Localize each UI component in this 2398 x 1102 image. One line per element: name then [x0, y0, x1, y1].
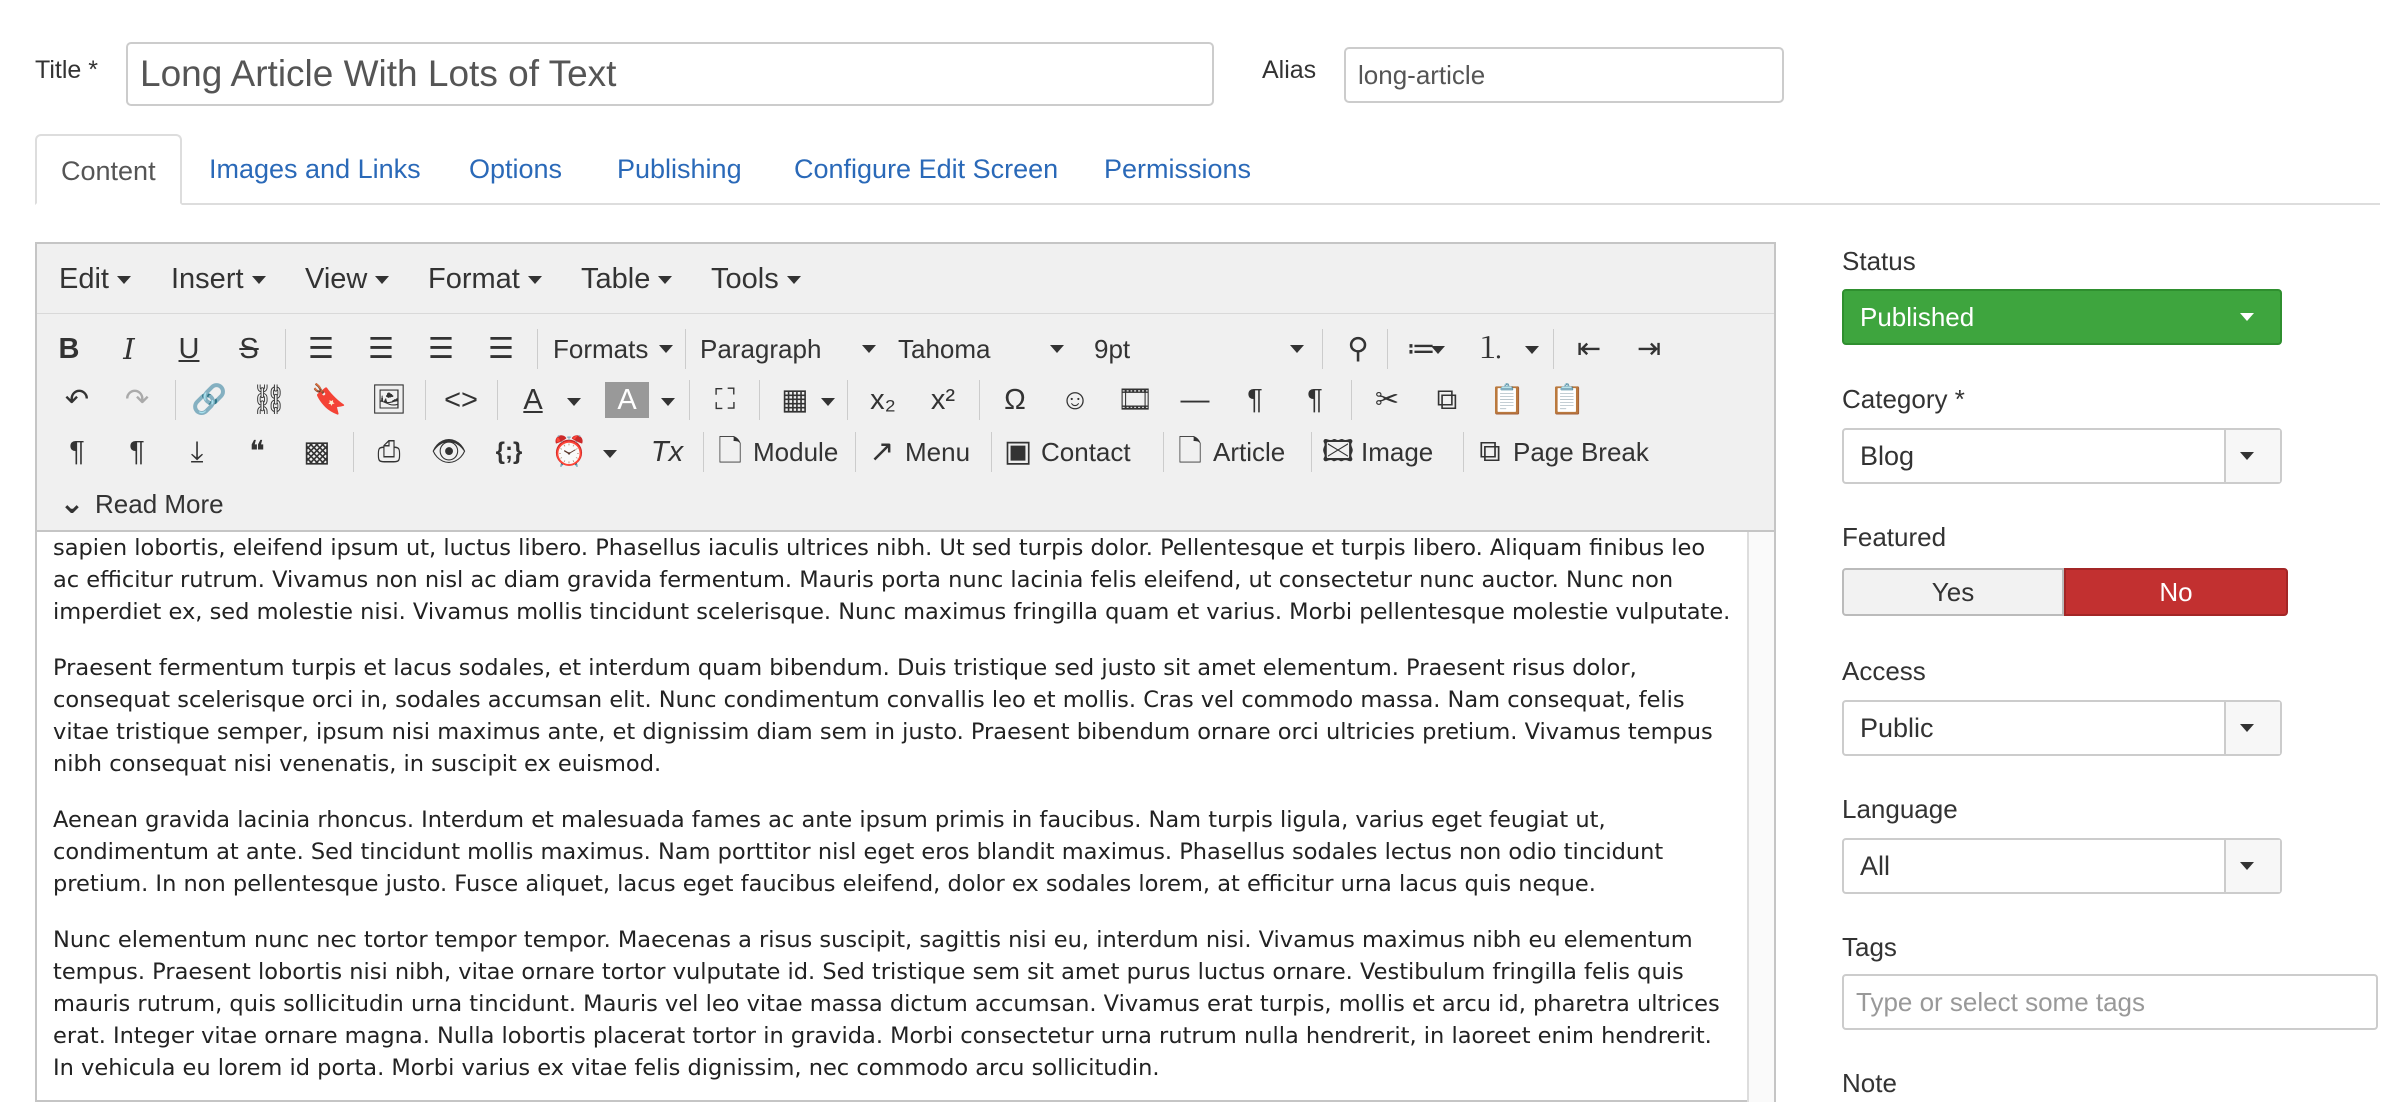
image-icon[interactable]: 🖼 [370, 384, 408, 416]
page-break-button[interactable]: ⧉ Page Break [1473, 430, 1649, 474]
chevron-down-icon [2240, 313, 2254, 321]
tab-images-and-links[interactable]: Images and Links [209, 154, 421, 184]
link-icon[interactable]: 🔗 [190, 384, 228, 416]
language-label: Language [1842, 794, 1958, 824]
media-icon[interactable]: 🎞 [1116, 384, 1154, 416]
file-plus-icon: 🗋 [1177, 435, 1203, 468]
share-icon: ↗ [869, 435, 895, 468]
file-plus-icon: 🗋 [717, 435, 743, 468]
rich-text-editor [35, 242, 1776, 1102]
background-color-icon[interactable]: A [605, 382, 649, 418]
cut-icon[interactable]: ✂ [1374, 384, 1400, 416]
formats-dropdown[interactable]: Formats [553, 327, 677, 371]
chevron-down-icon [658, 276, 672, 284]
chevron-down-icon[interactable] [603, 450, 617, 458]
italic-icon[interactable]: I [123, 332, 135, 366]
superscript-icon[interactable]: x² [930, 384, 956, 416]
code-icon[interactable]: <> [444, 384, 478, 416]
menu-table[interactable]: Table [581, 244, 672, 314]
note-label: Note [1842, 1068, 1897, 1098]
print-icon[interactable]: ⎙ [377, 436, 401, 468]
chevron-down-icon[interactable] [1431, 346, 1445, 354]
strikethrough-icon[interactable]: S [239, 333, 259, 365]
horizontal-rule-icon[interactable]: — [1180, 384, 1210, 416]
visual-chars-icon[interactable]: ¶ [129, 436, 145, 468]
access-select[interactable]: Public [1842, 700, 2282, 756]
numbered-list-icon[interactable]: ⒈ [1476, 333, 1506, 365]
contact-card-icon: ▣ [1003, 435, 1033, 468]
contact-button[interactable]: ▣ Contact [1001, 430, 1131, 474]
editor-menubar [37, 244, 1774, 314]
bookmark-icon[interactable]: 🔖 [310, 384, 348, 416]
tab-publishing[interactable]: Publishing [617, 154, 742, 184]
tab-configure-edit-screen[interactable]: Configure Edit Screen [794, 154, 1059, 184]
blockquote-icon[interactable]: ❝ [249, 436, 265, 468]
chevron-down-icon [1050, 345, 1064, 353]
undo-icon[interactable]: ↶ [64, 384, 90, 416]
ltr-icon[interactable]: ¶ [1247, 384, 1263, 416]
content-paragraph: Praesent fermentum turpis et lacus sodales, et interdum quam bibendum. Duis tristique sed justo sit amet elementum. Praesent risus dolor, consequat scelerisque orci in, sodales accumsan elit. Nunc condimentum convallis leo et mollis. Cras vel commodo massa. Nam consequat, felis vitae tristique semper, ipsum nisi maximus ante, et dignissim diam sem in justo. Praesent bibendum ornare orci ultricies pretium. Vivamus tempus nibh consequat nisi venenatis, in suscipit ex euismod. [53, 655, 1713, 777]
editor-scrollbar[interactable] [1747, 532, 1774, 1102]
menu-edit[interactable]: Edit [59, 244, 131, 314]
chevron-down-icon [528, 276, 542, 284]
alias-label: Alias [1262, 56, 1317, 84]
rtl-icon[interactable]: ¶ [1307, 384, 1323, 416]
chevron-down-icon [862, 345, 876, 353]
article-button[interactable]: 🗋 Article [1173, 430, 1285, 474]
chevron-down-icon[interactable] [567, 398, 581, 406]
content-paragraph: Aenean gravida lacinia rhoncus. Interdum et malesuada fames ac ante ipsum primis in faucibus. Nam turpis ligula, varius eget feugiat ut, condimentum at ante. Sed tincidunt mollis maximus. Nam porttitor nisl eget eros blandit maximus. Phasellus sodales lectus non odio tincidunt pretium. In non pellentesque justo. Fusce aliquet, lacus eget faucibus eleifend, dolor ex sodales lorem, at efficitur urna lacus quis neque. [53, 807, 1664, 897]
source-code-icon[interactable]: {;} [495, 438, 523, 465]
font-family-select[interactable]: Tahoma [898, 327, 1068, 371]
chevron-down-icon[interactable] [661, 398, 675, 406]
fullscreen-icon[interactable]: ⛶ [714, 384, 736, 416]
chevron-down-icon [1290, 345, 1304, 353]
status-label: Status [1842, 246, 1916, 276]
editor-content-area[interactable] [37, 532, 1749, 1102]
table-icon[interactable]: ▦ [781, 384, 809, 416]
module-button[interactable]: 🗋 Module [713, 430, 838, 474]
chevron-down-icon [375, 276, 389, 284]
category-select[interactable]: Blog [1842, 428, 2282, 484]
chevron-down-icon: ⌄ [59, 487, 85, 520]
featured-label: Featured [1842, 522, 1947, 552]
menu-insert[interactable]: Insert [171, 244, 266, 314]
content-paragraph: Nunc elementum nunc nec tortor tempor tempor. Maecenas a risus suscipit, sagittis nisi eu, interdum nisi. Vivamus maximus nibh eu elementum tempus. Praesent lobortis nisi nibh, vitae ornare tortor vulputate id. Sed tristique sem sit amet purus luctus ornare. Vestibulum fringilla felis quis mauris rutrum, quis sollicitudin urna tincidunt. Mauris vel leo vitae massa dictum accumsan. Vivamus erat turpis, mollis et arcu id, pharetra ultrices erat. Integer vitae ornare magna. Nulla lobortis placerat tortor in gravida. Morbi consectetur urna rutrum nulla hendrerit, in laoreet enim hendrerit. In vehicula eu lorem id porta. Morbi varius ex vitae felis dignissim, nec commodo arcu sollicitudin. [53, 927, 1720, 1081]
paste-icon[interactable]: 📋 [1488, 384, 1526, 416]
picture-icon: 🖾 [1321, 435, 1355, 468]
category-label: Category * [1842, 384, 1965, 414]
show-blocks-icon[interactable]: ¶ [69, 436, 85, 468]
redo-icon[interactable]: ↷ [124, 384, 150, 416]
preview-icon[interactable]: 👁 [430, 436, 468, 468]
featured-yes-button[interactable]: Yes [1842, 568, 2064, 616]
template-icon[interactable]: ▩ [303, 436, 331, 468]
font-size-select[interactable]: 9pt [1094, 327, 1308, 371]
chevron-down-icon[interactable] [821, 398, 835, 406]
tags-label: Tags [1842, 932, 1897, 962]
tab-content[interactable]: Content [35, 134, 182, 205]
subscript-icon[interactable]: x₂ [870, 384, 896, 416]
underline-icon[interactable]: U [178, 333, 200, 365]
chevron-down-icon[interactable] [1525, 346, 1539, 354]
alias-input[interactable]: long-article [1344, 47, 1784, 103]
featured-no-button[interactable]: No [2064, 568, 2288, 616]
align-justify-icon[interactable]: ☰ [488, 333, 514, 365]
unlink-icon[interactable]: ⛓ [250, 384, 288, 416]
tags-input[interactable]: Type or select some tags [1842, 974, 2378, 1030]
content-paragraph: sapien lobortis, eleifend ipsum ut, luctus libero. Phasellus iaculis ultrices nibh. Ut sed turpis dolor. Pellentesque et turpis libero. Aliquam finibus leo ac efficitur rutrum. Vivamus non nisl ac diam gravida fermentum. Mauris porta nunc lacinia felis eleifend, ut consectetur nunc auctor. Nunc non imperdiet ex, sed molestie nisi. Vivamus mollis tincidunt scelerisque. Nunc maximus fringilla quam et varius. Morbi pellentesque molestie vulputate. [53, 535, 1731, 625]
chevron-down-icon [659, 345, 673, 353]
align-left-icon[interactable]: ☰ [308, 333, 334, 365]
chevron-down-icon [2240, 724, 2254, 732]
read-more-button[interactable]: ⌄ Read More [55, 482, 224, 526]
font-color-icon[interactable]: A [523, 384, 543, 416]
menu-format[interactable]: Format [428, 244, 542, 314]
special-character-icon[interactable]: Ω [1004, 384, 1026, 416]
menu-tools[interactable]: Tools [711, 244, 801, 314]
menu-button[interactable]: ↗ Menu [865, 430, 970, 474]
tab-permissions[interactable]: Permissions [1104, 154, 1252, 184]
emoticon-icon[interactable]: ☺ [1060, 384, 1090, 416]
bullet-list-icon[interactable]: ≔ [1406, 333, 1436, 365]
access-label: Access [1842, 656, 1926, 686]
status-select[interactable]: Published [1842, 289, 2282, 345]
editor-toolbar [37, 314, 1774, 532]
language-select[interactable]: All [1842, 838, 2282, 894]
title-input[interactable]: Long Article With Lots of Text [126, 42, 1214, 106]
align-right-icon[interactable]: ☰ [428, 333, 454, 365]
insert-datetime-icon[interactable]: ⏰ [550, 436, 588, 468]
copy-icon[interactable]: ⧉ [1436, 384, 1458, 416]
block-format-select[interactable]: Paragraph [700, 327, 880, 371]
indent-icon[interactable]: ⇥ [1636, 333, 1662, 365]
image-button[interactable]: 🖾 Image [1321, 430, 1433, 474]
outdent-icon[interactable]: ⇤ [1576, 333, 1602, 365]
tab-options[interactable]: Options [469, 154, 563, 184]
chevron-down-icon [117, 276, 131, 284]
align-center-icon[interactable]: ☰ [368, 333, 394, 365]
title-label: Title * [35, 56, 98, 84]
chevron-down-icon [2240, 452, 2254, 460]
chevron-down-icon [252, 276, 266, 284]
find-replace-icon[interactable]: ⚲ [1347, 333, 1369, 365]
chevron-down-icon [787, 276, 801, 284]
copy-icon: ⧉ [1479, 435, 1501, 468]
paste-text-icon[interactable]: 📋 [1548, 384, 1586, 416]
bold-icon[interactable]: B [58, 333, 80, 365]
chevron-down-icon [2240, 862, 2254, 870]
menu-view[interactable]: View [305, 244, 389, 314]
insert-icon[interactable]: ⤓ [190, 436, 204, 468]
clear-formatting-icon[interactable]: Tx [650, 436, 684, 468]
